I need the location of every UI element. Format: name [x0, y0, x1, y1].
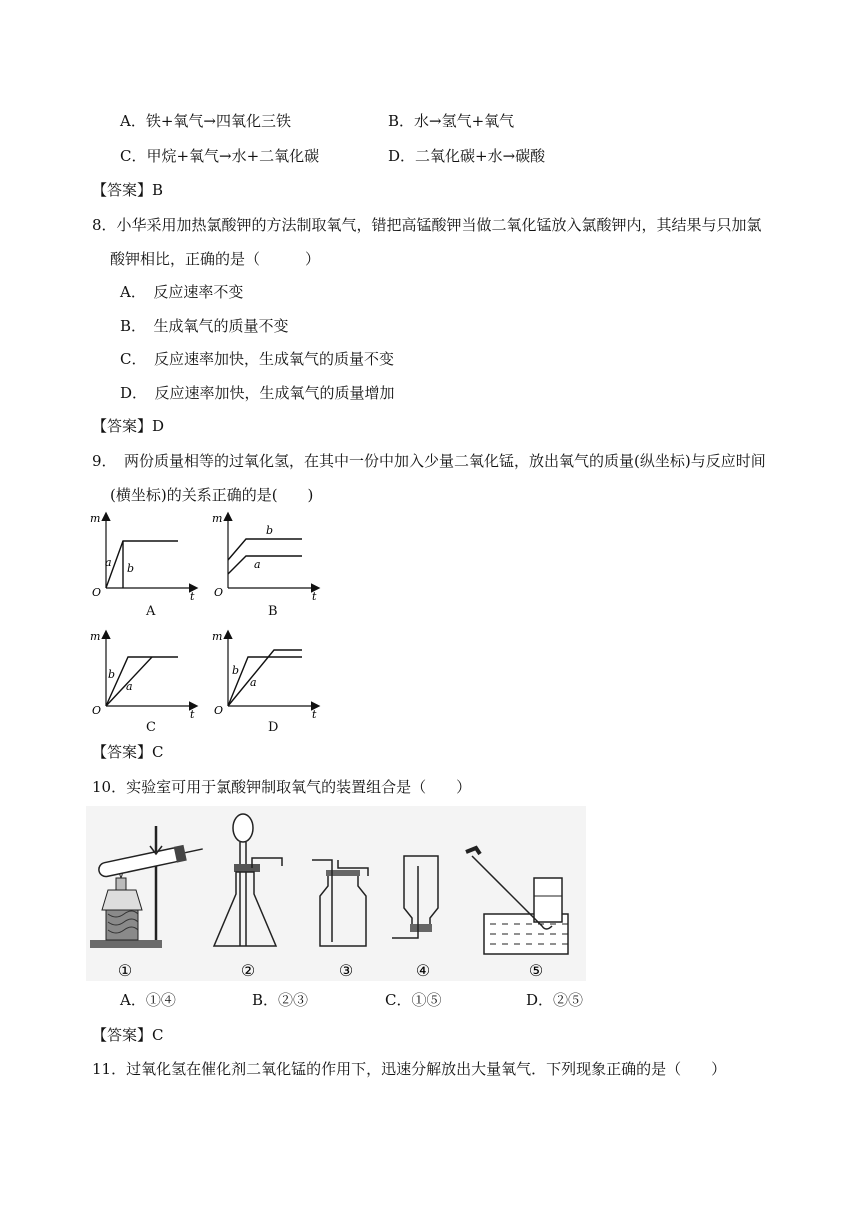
q8-option-d: D． 反应速率加快，生成氧气的质量增加	[120, 384, 395, 402]
graph-b-caption: B	[268, 604, 278, 619]
graph-a-ylabel: m	[90, 512, 101, 525]
graph-d	[208, 626, 328, 718]
q10-answer: 【答案】C	[92, 1026, 164, 1044]
graph-a-caption: A	[146, 604, 156, 619]
graph-d-origin: O	[214, 704, 224, 717]
graph-d-caption: D	[268, 720, 279, 735]
q7-option-d: D．二氧化碳+水→碳酸	[388, 147, 546, 165]
apparatus-label-1: ①	[117, 961, 133, 980]
apparatus-label-4: ④	[415, 961, 431, 980]
graph-a-series-a: a	[105, 556, 112, 569]
q7-answer: 【答案】B	[92, 181, 164, 199]
q8-answer: 【答案】D	[92, 417, 165, 435]
q7-option-b: B．水→氢气+氧气	[388, 112, 515, 130]
graph-b-ylabel: m	[212, 512, 223, 525]
graph-c-origin: O	[92, 704, 102, 717]
q10-option-c: C．①⑤	[385, 991, 442, 1009]
q9-answer: 【答案】C	[92, 743, 164, 761]
graph-b-series-a: a	[254, 558, 261, 571]
graph-c-xlabel: t	[190, 708, 195, 718]
graph-a-series-b: b	[127, 562, 135, 575]
q9-stem-line1: 9． 两份质量相等的过氧化氢，在其中一份中加入少量二氧化锰，放出氧气的质量(纵坐标)与反应时间	[92, 452, 766, 470]
q8-option-b: B． 生成氧气的质量不变	[120, 317, 289, 335]
apparatus-figure	[86, 806, 586, 986]
graph-b-xlabel: t	[312, 590, 317, 600]
q10-option-a: A．①④	[120, 991, 176, 1009]
q11-stem: 11．过氧化氢在催化剂二氧化锰的作用下，迅速分解放出大量氧气．下列现象正确的是（ ）	[92, 1060, 727, 1078]
graph-b	[208, 508, 328, 600]
q7-option-a: A．铁+氧气→四氧化三铁	[120, 112, 291, 130]
q9-stem-line2: (横坐标)的关系正确的是( )	[110, 486, 314, 504]
q8-option-c: C． 反应速率加快，生成氧气的质量不变	[120, 350, 394, 368]
q10-option-b: B．②③	[252, 991, 309, 1009]
q10-option-d: D．②⑤	[526, 991, 584, 1009]
graph-d-series-b: b	[232, 664, 240, 677]
graph-c	[86, 626, 206, 718]
graph-c-ylabel: m	[90, 630, 101, 643]
graph-d-xlabel: t	[312, 708, 317, 718]
graph-b-origin: O	[214, 586, 224, 599]
q8-option-a: A． 反应速率不变	[120, 283, 244, 301]
graph-d-ylabel: m	[212, 630, 223, 643]
graph-d-series-a: a	[250, 676, 257, 689]
graph-c-series-a: a	[126, 680, 133, 693]
apparatus-label-2: ②	[240, 961, 256, 980]
graph-b-series-b: b	[266, 524, 274, 537]
graph-c-series-b: b	[108, 668, 116, 681]
graph-a-xlabel: t	[190, 590, 195, 600]
graph-a	[86, 508, 206, 600]
apparatus-label-3: ③	[338, 961, 354, 980]
graph-a-origin: O	[92, 586, 102, 599]
apparatus-label-5: ⑤	[528, 961, 544, 980]
graph-c-caption: C	[146, 720, 156, 735]
q8-stem-line1: 8．小华采用加热氯酸钾的方法制取氧气，错把高锰酸钾当做二氧化锰放入氯酸钾内，其结果与只加氯	[92, 216, 762, 234]
q8-stem-line2: 酸钾相比，正确的是（ ）	[110, 250, 321, 268]
q10-stem: 10．实验室可用于氯酸钾制取氧气的装置组合是（ ）	[92, 778, 472, 796]
q7-option-c: C．甲烷+氧气→水+二氧化碳	[120, 147, 320, 165]
